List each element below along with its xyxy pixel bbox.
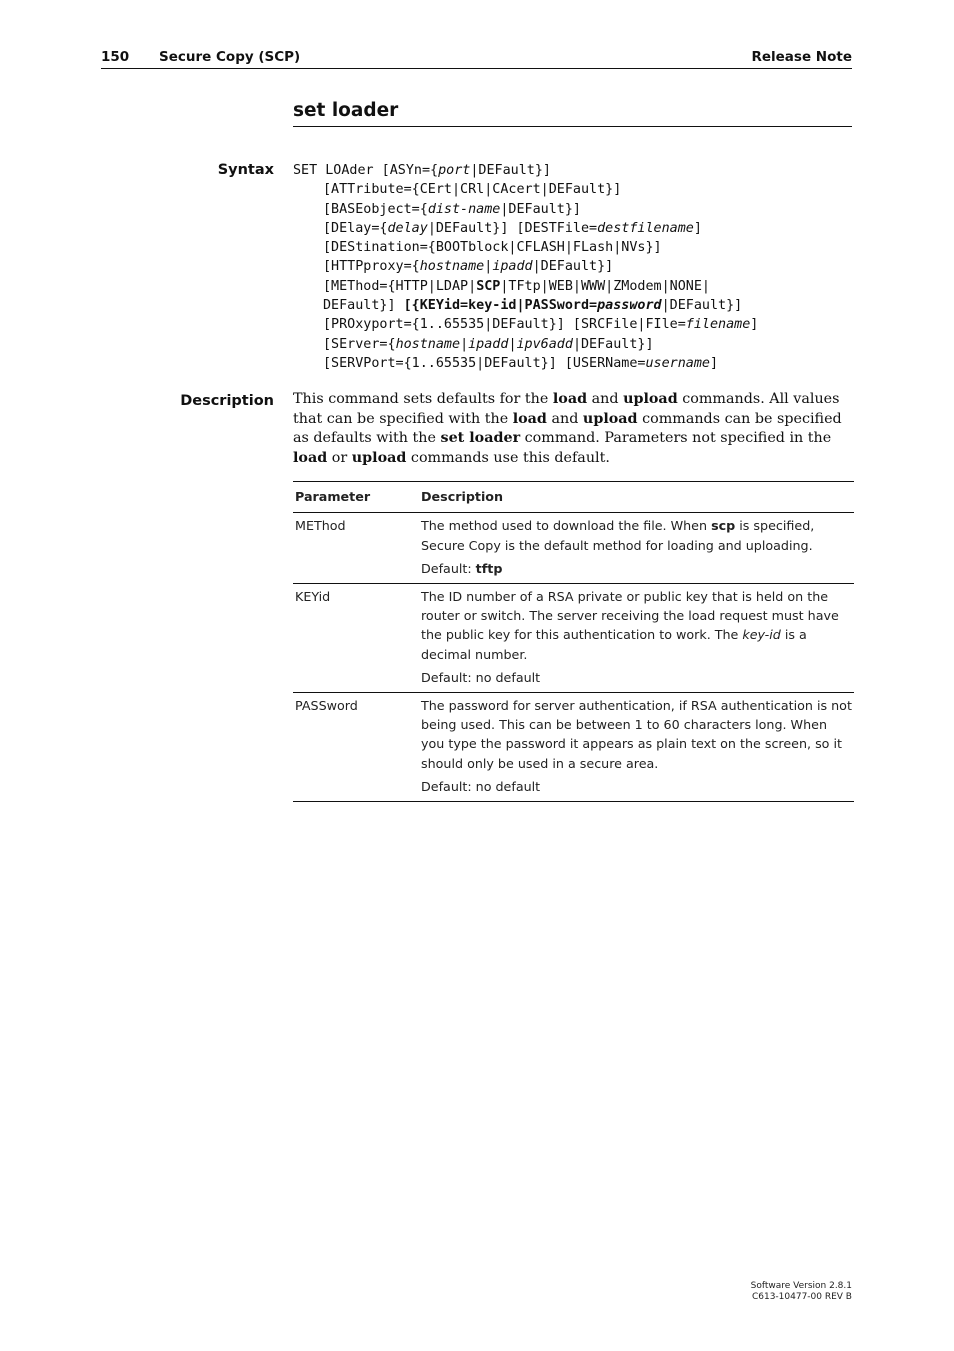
syntax-line: [293, 354, 853, 373]
syntax-segment: [BASEobject={: [323, 201, 428, 217]
syntax-segment: DEFault}]: [323, 298, 404, 314]
parameter-default-segment: tftp: [475, 561, 503, 577]
syntax-line: [293, 315, 853, 334]
syntax-segment: |DEFault}]: [470, 163, 551, 178]
parameter-description: [419, 583, 854, 692]
syntax-line: [293, 238, 853, 257]
syntax-segment: [PROxyport={1..65535|DEFault}] [SRCFile|FIle=: [323, 317, 686, 333]
syntax-segment: destfilename: [597, 220, 694, 236]
parameter-description-segment: is specified, Secure Copy is the default method for loading and uploading.: [421, 518, 815, 553]
syntax-segment: hostname: [419, 259, 485, 275]
syntax-segment: ipadd: [468, 336, 509, 352]
footer: [700, 1281, 852, 1303]
footer-version: Software Version 2.8.1: [750, 1281, 852, 1291]
syntax-line: [293, 180, 853, 199]
syntax-segment: delay: [387, 220, 428, 236]
syntax-line: [293, 277, 853, 296]
syntax-segment: [ATTribute={CErt|CRl|CAcert|DEFault}]: [323, 182, 622, 198]
parameter-description-segment: scp: [711, 518, 736, 534]
parameter-default: [421, 777, 852, 796]
syntax-segment: |: [508, 336, 517, 352]
syntax-segment: [DElay={: [323, 220, 388, 236]
footer-doc-id: C613-10477-00 REV B: [751, 1292, 852, 1302]
parameter-description-segment: The method used to download the file. When: [421, 518, 712, 534]
description-segment: upload: [582, 410, 638, 427]
page-title: set loader: [293, 100, 399, 121]
syntax-segment: filename: [685, 317, 751, 333]
parameter-default-segment: Default: no default: [421, 670, 541, 686]
syntax-segment: port: [438, 163, 471, 178]
syntax-segment: ]: [693, 220, 702, 236]
syntax-segment: SCP: [476, 278, 501, 294]
header-rule: [101, 68, 852, 69]
syntax-segment: ]: [750, 317, 759, 333]
syntax-segment: |DEFault}]: [500, 201, 581, 217]
running-header-section: Secure Copy (SCP): [159, 49, 301, 65]
description-segment: or: [327, 449, 352, 466]
parameter-description-segment: is a decimal number.: [421, 627, 807, 662]
syntax-line: [293, 161, 853, 180]
description-segment: and: [587, 391, 624, 407]
syntax-block: [293, 161, 853, 373]
table-header-row: [293, 482, 854, 513]
syntax-segment: [{KEYid=key-id|PASSword=: [403, 298, 598, 314]
description-label: Description: [180, 393, 274, 409]
running-header-doc-type: Release Note: [751, 49, 852, 65]
table-row: [293, 692, 854, 801]
syntax-line: [293, 200, 853, 219]
syntax-segment: ipadd: [492, 259, 533, 275]
parameter-default: [421, 559, 852, 578]
syntax-segment: |DEFault}]: [572, 336, 654, 352]
description-segment: commands can be specified as defaults with the: [293, 410, 842, 446]
parameter-table: [293, 481, 854, 802]
syntax-line: [293, 335, 853, 354]
syntax-segment: [DEStination={BOOTblock|CFLASH|FLash|NVs}]: [323, 240, 662, 256]
parameter-description-segment: key-id: [742, 627, 781, 643]
syntax-segment: [SERVPort={1..65535|DEFault}] [USERName=: [323, 355, 646, 371]
syntax-segment: password: [597, 298, 662, 314]
syntax-segment: ]: [709, 355, 719, 371]
parameter-description: [419, 692, 854, 801]
parameter-description: [419, 513, 854, 583]
parameter-description-text: [421, 516, 852, 555]
syntax-segment: |DEFault}]: [661, 298, 743, 314]
description-segment: This command sets defaults for the: [293, 391, 553, 407]
syntax-segment: [HTTPproxy={: [323, 259, 420, 275]
syntax-segment: |: [484, 259, 493, 275]
syntax-line: [293, 219, 853, 238]
parameter-description-segment: The ID number of a RSA private or public key that is held on the router or switch. The server receiving the load request must have the public key for this authentication to work. The: [421, 588, 839, 643]
syntax-segment: |DEFault}] [DESTFile=: [427, 220, 598, 236]
description-segment: and: [546, 410, 583, 427]
syntax-line: [293, 257, 853, 276]
syntax-segment: [METhod={HTTP|LDAP|: [323, 278, 477, 294]
parameter-description-text: [421, 696, 852, 774]
column-header-parameter: Parameter: [293, 482, 419, 513]
description-segment: upload: [351, 449, 407, 466]
parameter-default-segment: Default: no default: [421, 779, 541, 795]
page-number: 150: [101, 49, 130, 65]
parameter-name: METhod: [293, 513, 419, 583]
syntax-segment: |TFtp|WEB|WWW|ZModem|NONE|: [500, 278, 710, 294]
table-row: [293, 583, 854, 692]
syntax-segment: |: [460, 336, 469, 352]
parameter-name: PASSword: [293, 692, 419, 801]
description-segment: commands use this default.: [406, 449, 610, 466]
syntax-segment: hostname: [395, 336, 461, 352]
parameter-name: KEYid: [293, 583, 419, 692]
description-segment: upload: [623, 391, 678, 407]
description-segment: set loader: [440, 430, 521, 446]
description-segment: commands. All values that can be specified with the: [293, 391, 840, 427]
syntax-segment: dist-name: [427, 201, 501, 217]
description-segment: command. Parameters not specified in the: [520, 430, 832, 446]
table-row: [293, 513, 854, 583]
title-rule: [293, 126, 852, 127]
description-segment: load: [552, 391, 588, 407]
syntax-segment: username: [645, 355, 710, 371]
parameter-default: [421, 668, 852, 687]
description-segment: load: [512, 410, 547, 427]
syntax-segment: [SErver={: [323, 336, 396, 352]
description-paragraph: [293, 390, 853, 468]
parameter-default-segment: Default:: [421, 561, 476, 577]
column-header-description: Description: [419, 482, 854, 513]
syntax-segment: |DEFault}]: [532, 259, 614, 275]
description-segment: load: [293, 449, 328, 466]
parameter-description-text: [421, 587, 852, 665]
parameter-description-segment: The password for server authentication, if RSA authentication is not being used. This can be between 1 to 60 characters long. When you type the password it appears as plain text on the screen, so it should only be used in a secure area.: [421, 697, 852, 771]
syntax-segment: ipv6add: [516, 336, 573, 352]
syntax-line: [293, 296, 853, 315]
syntax-label: Syntax: [217, 162, 274, 178]
syntax-segment: SET LOAder [ASYn={: [293, 163, 439, 178]
